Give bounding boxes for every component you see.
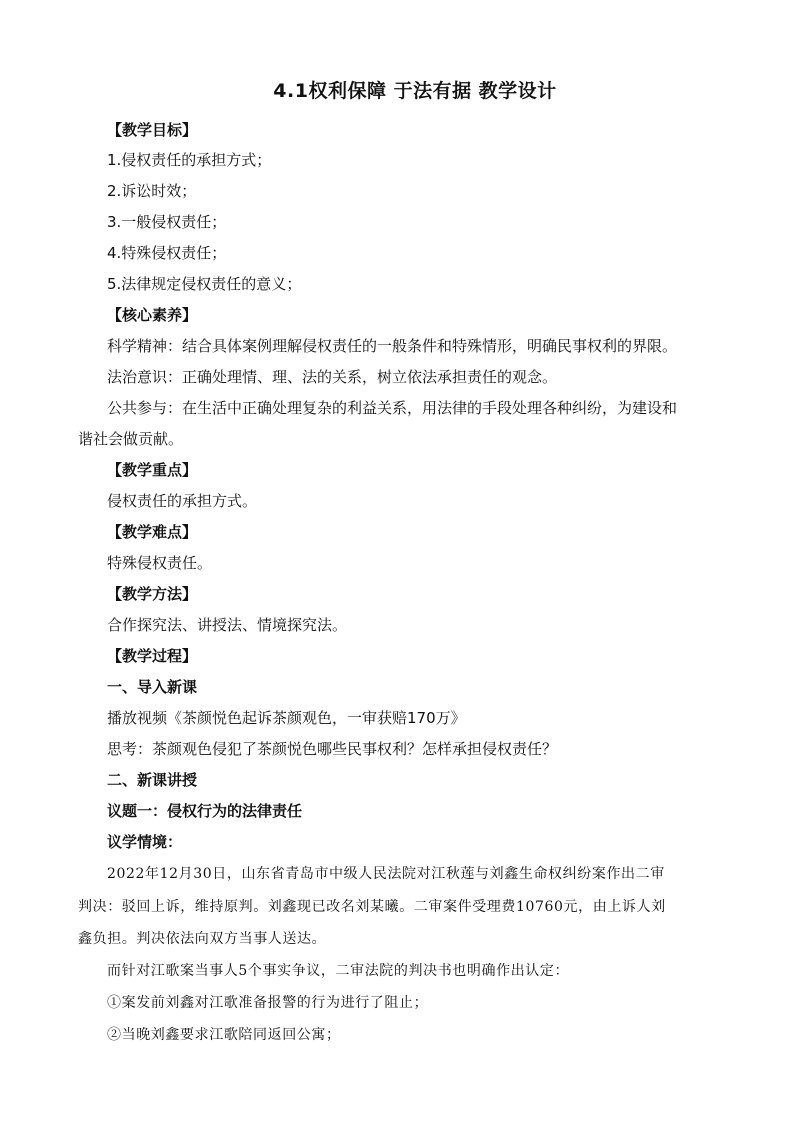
document-title: 4.1权利保障 于法有据 教学设计 [273,80,557,102]
objective-item: 2.诉讼时效； [107,182,197,200]
topic1-heading: 议题一：侵权行为的法律责任 [107,802,303,820]
core-item: 法治意识：正确处理情、理、法的关系，树立依法承担责任的观念。 [107,368,558,386]
key-text: 侵权责任的承担方式。 [107,492,258,510]
difficulty-heading: 【教学难点】 [107,523,198,541]
core-item: 公共参与：在生活中正确处理复杂的利益关系，用法律的手段处理各种纠纷，为建设和 [107,399,678,417]
objectives-heading: 【教学目标】 [107,121,198,139]
case-line: ①案发前刘鑫对江歌准备报警的行为进行了阻止； [107,995,429,1011]
objective-item: 4.特殊侵权责任； [107,244,227,262]
case-line: 判决：驳回上诉，维持原判。刘鑫现已改名刘某曦。二审案件受理费10760元，由上诉人刘 [78,899,666,915]
method-heading: 【教学方法】 [107,585,198,603]
core-heading: 【核心素养】 [107,306,198,324]
situation-heading: 议学情境： [107,833,183,851]
method-text: 合作探究法、讲授法、情境探究法。 [107,616,348,634]
case-line: 鑫负担。判决依法向双方当事人送达。 [78,931,327,947]
core-item-continuation: 谐社会做贡献。 [78,430,184,448]
case-line: 2022年12月30日，山东省青岛市中级人民法院对江秋莲与刘鑫生命权纠纷案作出二审 [107,866,665,882]
case-line: ②当晚刘鑫要求江歌陪同返回公寓； [107,1027,341,1043]
key-heading: 【教学重点】 [107,461,198,479]
difficulty-text: 特殊侵权责任。 [107,554,213,572]
core-item: 科学精神：结合具体案例理解侵权责任的一般条件和特殊情形，明确民事权利的界限。 [107,337,678,355]
case-line: 而针对江歌案当事人5个事实争议，二审法院的判决书也明确作出认定： [107,963,570,979]
objective-item: 1.侵权责任的承担方式； [107,151,272,169]
objective-item: 5.法律规定侵权责任的意义； [107,275,302,293]
objective-item: 3.一般侵权责任； [107,213,227,231]
intro-line: 思考：茶颜观色侵犯了茶颜悦色哪些民事权利？怎样承担侵权责任？ [107,740,558,758]
intro-heading: 一、导入新课 [107,678,198,696]
process-heading: 【教学过程】 [107,647,198,665]
intro-line: 播放视频《茶颜悦色起诉茶颜观色，一审获赔170万》 [107,709,466,727]
new-lesson-heading: 二、新课讲授 [107,771,198,789]
